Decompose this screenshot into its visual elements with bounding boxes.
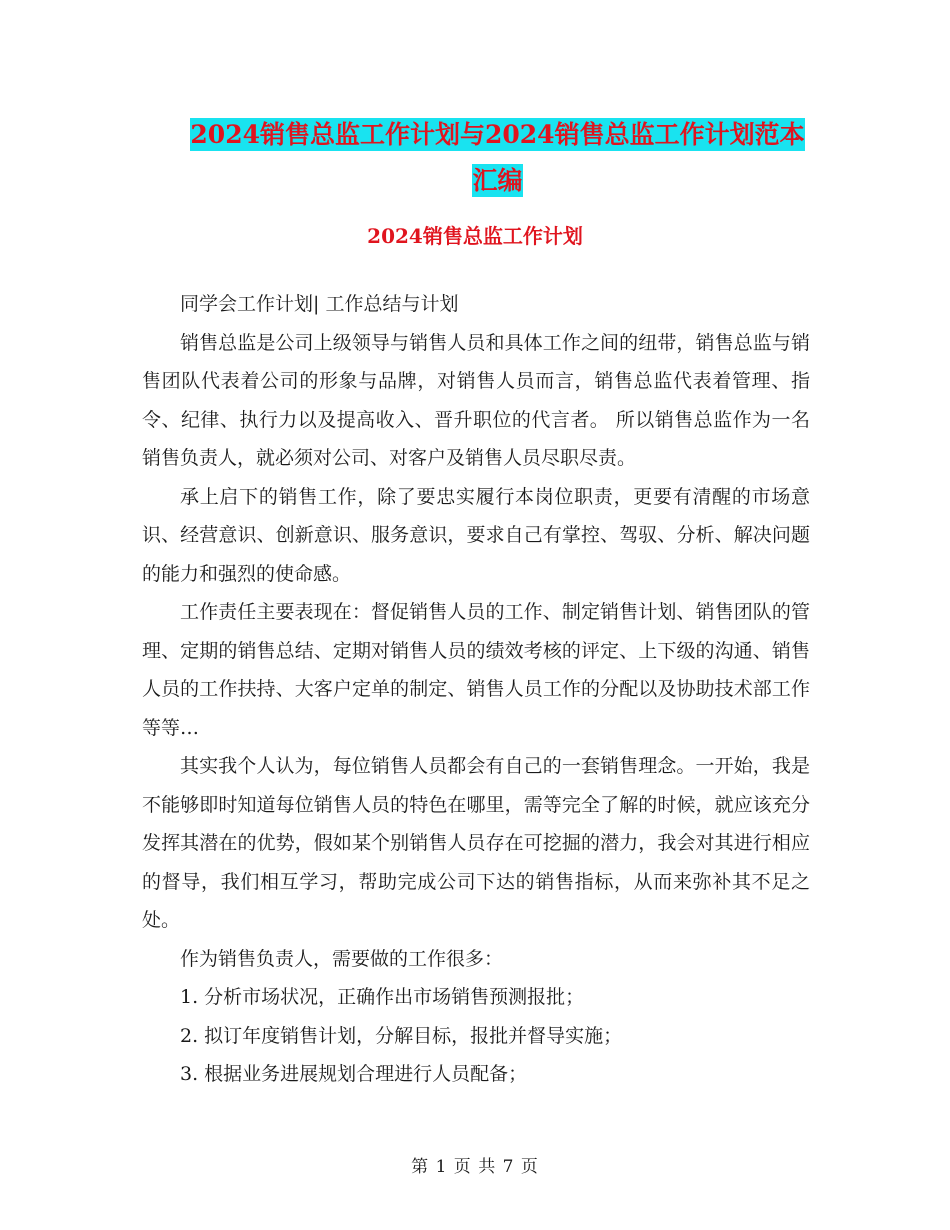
list-item: 1. 分析市场状况，正确作出市场销售预测报批； — [180, 986, 585, 1008]
page-footer: 第 1 页 共 7 页 — [411, 1157, 539, 1177]
paragraph: 其实我个人认为，每位销售人员都会有自己的一套销售理念。一开始，我是不能够即时知道每位销售人员的特色在哪里，需等完全了解的时候，就应该充分发挥其潜在的优势，假如某个别销售人员存在可挖掘的潜力，我会对其进行相应的督导，我们相互学习，帮助完成公司下达的销售指标，从而来弥补其不足之处。 — [142, 755, 810, 931]
list-item: 2. 拟订年度销售计划，分解目标，报批并督导实施； — [180, 1024, 623, 1047]
document-title — [185, 112, 810, 204]
title-line-2: 汇编 — [472, 166, 523, 195]
section-title: 2024销售总监工作计划 — [367, 224, 583, 248]
title-line-1: 2024销售总监工作计划与2024销售总监工作计划范本 — [190, 120, 805, 149]
document-body — [142, 285, 810, 1094]
paragraph: 承上启下的销售工作，除了要忠实履行本岗位职责，更要有清醒的市场意识、经营意识、创新意识、服务意识，要求自己有掌控、驾驭、分析、解决问题的能力和强烈的使命感。 — [142, 485, 810, 585]
paragraph: 工作责任主要表现在：督促销售人员的工作、制定销售计划、销售团队的管理、定期的销售总结、定期对销售人员的绩效考核的评定、上下级的沟通、销售人员的工作扶持、大客户定单的制定、销售人员工作的分配以及协助技术部工作等等… — [142, 601, 810, 739]
paragraph: 同学会工作计划| 工作总结与计划 — [180, 293, 459, 315]
paragraph: 作为销售负责人，需要做的工作很多： — [180, 947, 504, 970]
paragraph: 销售总监是公司上级领导与销售人员和具体工作之间的纽带，销售总监与销售团队代表着公司的形象与品牌，对销售人员而言，销售总监代表着管理、指令、纪律、执行力以及提高收入、晋升职位的代言者。 所以销售总监作为一名销售负责人，就必须对公司、对客户及销售人员尽职尽责。 — [142, 331, 810, 469]
list-item: 3. 根据业务进展规划合理进行人员配备； — [180, 1063, 528, 1085]
